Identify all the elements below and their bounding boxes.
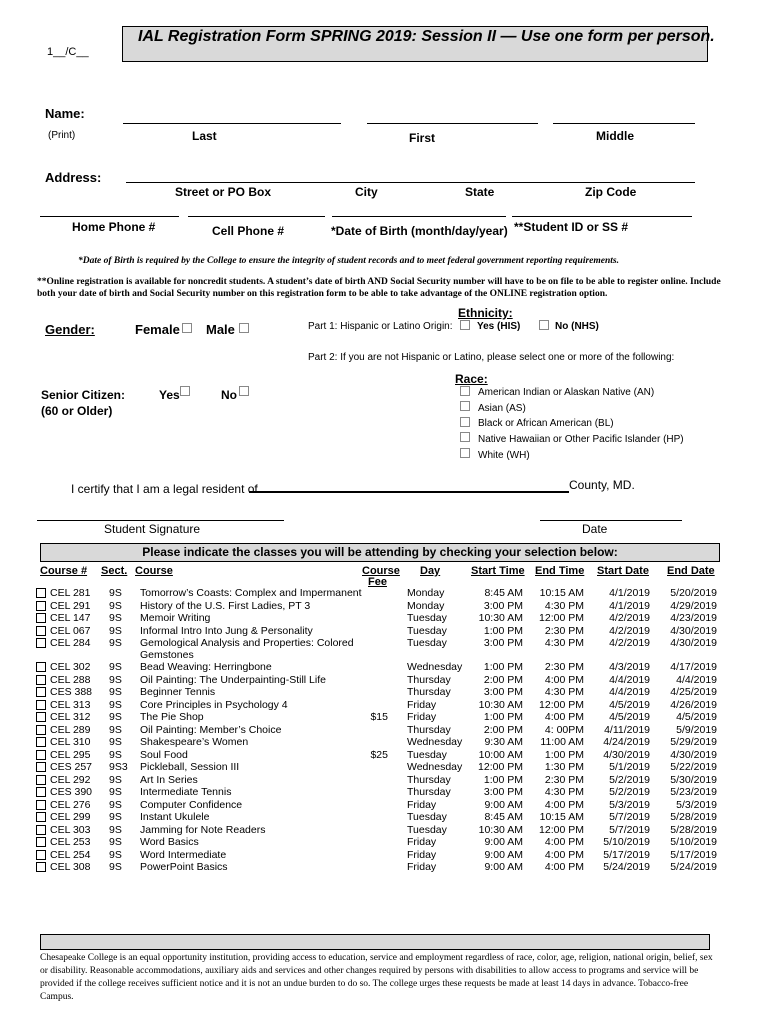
course-day: Tuesday — [407, 748, 447, 761]
course-checkbox[interactable] — [36, 762, 46, 772]
cell-phone-label: Cell Phone # — [212, 224, 285, 238]
course-start-date: 5/24/2019 — [603, 861, 650, 873]
course-title: Oil Painting: Member’s Choice — [140, 723, 282, 736]
course-title: Word Basics — [140, 836, 199, 848]
course-start-date: 5/10/2019 — [603, 836, 650, 848]
course-day: Wednesday — [407, 736, 463, 748]
course-day: Monday — [407, 599, 445, 612]
course-end-date: 4/4/2019 — [676, 673, 717, 686]
hispanic-no-label: No (NHS) — [555, 321, 599, 332]
course-num: CEL 308 — [50, 861, 91, 873]
course-title: Informal Intro Into Jung & Personality — [140, 624, 313, 637]
course-title: PowerPoint Basics — [140, 861, 228, 873]
course-start-date: 4/11/2019 — [604, 723, 650, 736]
date-label: Date — [582, 522, 608, 536]
course-start-date: 5/17/2019 — [603, 848, 650, 861]
course-sect: 9S — [109, 711, 122, 723]
course-checkbox[interactable] — [36, 588, 46, 598]
course-num: CEL 303 — [50, 823, 91, 836]
course-start-time: 2:00 PM — [483, 723, 523, 736]
course-day: Thursday — [407, 686, 451, 698]
course-end-time: 11:00 AM — [540, 736, 584, 748]
course-sect: 9S — [109, 612, 122, 624]
header-fee: Course — [362, 565, 400, 577]
table-row — [36, 661, 726, 673]
course-sect: 9S — [109, 773, 122, 786]
header-end-time: End Time — [535, 565, 585, 577]
course-day: Tuesday — [407, 612, 447, 624]
race-option-as: Asian (AS) — [478, 403, 526, 414]
course-num: CEL 276 — [50, 798, 91, 811]
name-label: Name: — [45, 106, 85, 121]
class-banner-text: Please indicate the classes you will be attending by checking your selection below: — [142, 545, 618, 559]
race-checkbox[interactable] — [460, 432, 470, 442]
course-title: Soul Food — [140, 748, 188, 761]
course-title: Art In Series — [140, 773, 198, 786]
course-num: CEL 254 — [50, 848, 91, 861]
table-row — [36, 836, 726, 848]
course-start-time: 2:00 PM — [483, 673, 523, 686]
course-start-time: 3:00 PM — [483, 686, 523, 698]
course-num: CEL 312 — [50, 711, 91, 723]
senior-no-checkbox[interactable] — [239, 386, 249, 396]
senior-sub: (60 or Older) — [41, 404, 113, 418]
first-label: First — [409, 131, 436, 145]
address-field[interactable] — [126, 182, 695, 183]
header-course-num: Course # — [40, 565, 88, 577]
course-end-time: 4:30 PM — [544, 637, 584, 649]
course-sect: 9S — [109, 661, 122, 673]
header-start-date: Start Date — [597, 565, 649, 577]
course-title: Pickleball, Session III — [140, 761, 240, 773]
course-end-date: 4/30/2019 — [670, 748, 717, 761]
gender-label: Gender: — [45, 322, 95, 337]
course-end-date: 4/26/2019 — [670, 698, 717, 711]
course-title: Memoir Writing — [140, 612, 211, 624]
table-row — [36, 625, 726, 637]
header-fee-2: Fee — [368, 576, 387, 588]
table-row — [36, 761, 726, 773]
course-sect: 9S — [109, 624, 122, 637]
course-start-time: 1:00 PM — [483, 711, 523, 723]
course-end-time: 2:30 PM — [544, 624, 584, 637]
race-checkbox[interactable] — [460, 448, 470, 458]
course-sect: 9S — [109, 836, 122, 848]
course-start-time: 3:00 PM — [483, 599, 523, 612]
county-label: County, MD. — [569, 478, 635, 492]
course-checkbox[interactable] — [36, 787, 46, 797]
course-num: CEL 288 — [50, 673, 91, 686]
course-title: The Pie Shop — [140, 711, 204, 723]
form-title: IAL Registration Form SPRING 2019: Session II — Use one form per person. — [138, 28, 715, 45]
course-title: Computer Confidence — [140, 798, 243, 811]
last-label: Last — [192, 129, 217, 143]
course-num: CEL 302 — [50, 661, 91, 673]
race-checkbox[interactable] — [460, 417, 470, 427]
course-start-date: 5/3/2019 — [609, 798, 650, 811]
course-day: Tuesday — [407, 811, 447, 823]
course-day: Thursday — [407, 786, 451, 798]
course-day: Tuesday — [407, 823, 447, 836]
course-start-date: 4/4/2019 — [609, 686, 650, 698]
course-start-date: 5/7/2019 — [609, 823, 650, 836]
course-title: Instant Ukulele — [140, 811, 210, 823]
senior-yes-label: Yes — [159, 388, 180, 402]
course-num: CEL 295 — [50, 748, 91, 761]
course-sect: 9S — [109, 748, 122, 761]
table-row — [36, 600, 726, 612]
course-start-time: 9:00 AM — [484, 848, 523, 861]
course-start-date: 4/2/2019 — [609, 624, 650, 637]
course-end-date: 5/10/2019 — [670, 836, 717, 848]
race-option-bl: Black or African American (BL) — [478, 418, 614, 429]
course-end-date: 5/28/2019 — [670, 823, 717, 836]
table-row — [36, 587, 726, 599]
course-end-time: 2:30 PM — [544, 773, 584, 786]
course-end-time: 12:00 PM — [539, 612, 584, 624]
cell-phone-field[interactable] — [188, 216, 325, 217]
course-day: Friday — [407, 698, 437, 711]
course-checkbox[interactable] — [36, 837, 46, 847]
course-start-date: 4/1/2019 — [609, 587, 650, 599]
course-end-date: 5/29/2019 — [670, 736, 717, 748]
course-num: CES 388 — [50, 686, 93, 698]
course-start-time: 3:00 PM — [483, 786, 523, 798]
ethnicity-heading: Ethnicity: — [458, 306, 513, 320]
course-start-date: 4/2/2019 — [609, 612, 650, 624]
course-start-date: 4/1/2019 — [609, 599, 650, 612]
header-course: Course — [135, 565, 173, 577]
course-day: Friday — [407, 861, 437, 873]
course-end-time: 1:30 PM — [544, 761, 584, 773]
course-fee: $25 — [370, 748, 388, 761]
state-label: State — [465, 185, 495, 199]
online-note: **Online registration is available for noncredit students. A student’s date of birth AND Social Security number will have to be on file to be able to register online. Include both your date of birth and Social Security number on this registration form to be able to take advantage of the ONLINE registration option. — [37, 277, 721, 299]
header-sect: Sect. — [101, 565, 128, 577]
table-row — [36, 674, 726, 686]
course-day: Monday — [407, 587, 445, 599]
county-field[interactable] — [249, 491, 569, 493]
table-row — [36, 811, 726, 823]
course-num: CEL 284 — [50, 637, 91, 649]
race-checkbox[interactable] — [460, 386, 470, 396]
course-title: Bead Weaving: Herringbone — [140, 661, 272, 673]
ethnicity-part1: Part 1: Hispanic or Latino Origin: — [308, 321, 453, 332]
first-name-field[interactable] — [367, 123, 538, 124]
course-start-time: 10:30 AM — [478, 612, 523, 624]
course-title-line2: Gemstones — [140, 649, 194, 661]
last-name-field[interactable] — [123, 123, 341, 124]
course-checkbox[interactable] — [36, 712, 46, 722]
course-sect: 9S — [109, 811, 122, 823]
race-heading: Race: — [455, 372, 488, 386]
course-end-time: 12:00 PM — [539, 698, 584, 711]
bottom-bar — [40, 934, 710, 950]
dob-note: *Date of Birth is required by the College to ensure the integrity of student records and to meet federal government reporting requirements. — [78, 256, 619, 266]
course-start-date: 4/5/2019 — [609, 698, 650, 711]
course-title: Tomorrow’s Coasts: Complex and Impermanent — [140, 587, 362, 599]
footer-text: Chesapeake College is an equal opportunity institution, providing access to education, service and employment regardless of race, color, age, religion, national origin, belief, sex or disability. Reasonable accommodations, auxiliary aids and services and other changes required by persons with disabilities to allow access to programs and service will be provided if the college receives sufficient notice and it is not an undue burden to do so. The college urges these requests be made at least 14 days in advance. Tobacco-free Campus. — [40, 953, 713, 1002]
course-fee: $15 — [370, 711, 388, 723]
course-checkbox[interactable] — [36, 825, 46, 835]
course-num: CEL 292 — [50, 773, 91, 786]
course-checkbox[interactable] — [36, 800, 46, 810]
course-sect: 9S — [109, 823, 122, 836]
course-checkbox[interactable] — [36, 725, 46, 735]
ethnicity-part2: Part 2: If you are not Hispanic or Latino, please select one or more of the following: — [308, 352, 675, 363]
course-start-date: 4/2/2019 — [609, 637, 650, 649]
address-label: Address: — [45, 170, 102, 185]
middle-name-field[interactable] — [553, 123, 695, 124]
course-start-date: 4/5/2019 — [609, 711, 650, 723]
race-option-hp: Native Hawaiian or Other Pacific Islander (HP) — [478, 434, 684, 445]
table-row — [36, 774, 726, 786]
course-end-time: 4:00 PM — [544, 861, 584, 873]
course-end-time: 1:00 PM — [544, 748, 584, 761]
table-row — [36, 799, 726, 811]
course-title: History of the U.S. First Ladies, PT 3 — [140, 599, 311, 612]
course-num: CEL 313 — [50, 698, 91, 711]
course-day: Tuesday — [407, 624, 447, 637]
course-checkbox[interactable] — [36, 775, 46, 785]
course-start-time: 9:00 AM — [484, 861, 523, 873]
course-start-date: 4/24/2019 — [603, 736, 650, 748]
course-checkbox[interactable] — [36, 862, 46, 872]
course-day: Thursday — [407, 673, 451, 686]
course-num: CEL 281 — [50, 587, 91, 599]
course-end-date: 4/23/2019 — [670, 612, 717, 624]
course-end-date: 5/28/2019 — [670, 811, 717, 823]
senior-no-label: No — [221, 388, 237, 402]
course-end-time: 4:30 PM — [544, 599, 584, 612]
course-day: Friday — [407, 836, 437, 848]
course-end-time: 12:00 PM — [539, 823, 584, 836]
table-row — [36, 861, 726, 873]
course-start-date: 5/2/2019 — [609, 786, 650, 798]
course-checkbox[interactable] — [36, 613, 46, 623]
course-start-time: 1:00 PM — [483, 661, 523, 673]
course-end-date: 5/24/2019 — [670, 861, 717, 873]
city-label: City — [355, 185, 378, 199]
course-end-time: 4:00 PM — [544, 836, 584, 848]
course-checkbox[interactable] — [36, 812, 46, 822]
course-title: Shakespeare’s Women — [140, 736, 249, 748]
course-end-date: 4/17/2019 — [670, 661, 717, 673]
course-checkbox[interactable] — [36, 737, 46, 747]
course-checkbox[interactable] — [36, 601, 46, 611]
course-sect: 9S — [109, 786, 122, 798]
course-sect: 9S — [109, 587, 122, 599]
table-row — [36, 736, 726, 748]
course-num: CES 257 — [50, 761, 93, 773]
course-title: Gemological Analysis and Properties: Colored — [140, 637, 354, 649]
course-sect: 9S — [109, 848, 122, 861]
course-num: CEL 067 — [50, 624, 91, 637]
header-day: Day — [420, 565, 441, 577]
table-row — [36, 849, 726, 861]
dob-field[interactable] — [332, 216, 506, 217]
street-label: Street or PO Box — [175, 185, 272, 199]
course-checkbox[interactable] — [36, 700, 46, 710]
course-end-date: 5/23/2019 — [670, 786, 717, 798]
header-start-time: Start Time — [471, 565, 525, 577]
course-title: Oil Painting: The Underpainting-Still Life — [140, 673, 326, 686]
course-checkbox[interactable] — [36, 687, 46, 697]
student-id-field[interactable] — [512, 216, 692, 217]
course-sect: 9S — [109, 673, 122, 686]
print-note: (Print) — [48, 130, 76, 141]
course-start-date: 5/1/2019 — [609, 761, 650, 773]
course-start-time: 3:00 PM — [483, 637, 523, 649]
home-phone-label: Home Phone # — [72, 220, 156, 234]
course-start-time: 10:00 AM — [478, 748, 523, 761]
course-day: Friday — [407, 711, 437, 723]
header-end-date: End Date — [667, 565, 715, 577]
course-num: CEL 289 — [50, 723, 91, 736]
signature-label: Student Signature — [104, 522, 201, 536]
course-end-date: 5/20/2019 — [670, 587, 717, 599]
course-title: Jamming for Note Readers — [140, 823, 266, 836]
signature-field[interactable] — [37, 520, 284, 521]
course-day: Tuesday — [407, 637, 447, 649]
course-end-date: 4/29/2019 — [670, 599, 717, 612]
course-start-date: 4/4/2019 — [609, 673, 650, 686]
course-num: CEL 299 — [50, 811, 91, 823]
race-option-an: American Indian or Alaskan Native (AN) — [478, 387, 655, 398]
course-end-date: 4/30/2019 — [670, 624, 717, 637]
course-num: CES 390 — [50, 786, 93, 798]
course-start-date: 4/30/2019 — [603, 748, 650, 761]
course-checkbox[interactable] — [36, 750, 46, 760]
table-row — [36, 724, 726, 736]
course-title: Beginner Tennis — [140, 686, 216, 698]
senior-label: Senior Citizen: — [41, 388, 126, 402]
course-start-time: 1:00 PM — [483, 773, 523, 786]
course-end-date: 5/9/2019 — [676, 723, 717, 736]
hispanic-yes-checkbox[interactable] — [460, 320, 470, 330]
course-day: Thursday — [407, 723, 451, 736]
course-end-time: 4:30 PM — [544, 686, 584, 698]
course-sect: 9S — [109, 686, 122, 698]
dob-label: *Date of Birth (month/day/year) — [331, 224, 508, 238]
course-sect: 9S — [109, 599, 122, 612]
course-start-date: 5/2/2019 — [609, 773, 650, 786]
course-checkbox[interactable] — [36, 850, 46, 860]
course-start-date: 4/3/2019 — [609, 661, 650, 673]
hispanic-yes-label: Yes (HIS) — [477, 321, 521, 332]
course-start-time: 9:30 AM — [484, 736, 523, 748]
course-sect: 9S — [109, 723, 122, 736]
course-checkbox[interactable] — [36, 662, 46, 672]
table-row — [36, 637, 726, 661]
course-sect: 9S — [109, 637, 122, 649]
course-end-time: 10:15 AM — [539, 811, 584, 823]
race-option-wh: White (WH) — [478, 450, 530, 461]
table-row — [36, 786, 726, 798]
course-day: Wednesday — [407, 761, 463, 773]
course-start-time: 9:00 AM — [484, 836, 523, 848]
course-title: Intermediate Tennis — [140, 786, 232, 798]
course-start-time: 8:45 AM — [484, 811, 523, 823]
course-end-date: 5/17/2019 — [670, 848, 717, 861]
course-end-date: 4/30/2019 — [670, 637, 717, 649]
course-day: Thursday — [407, 773, 451, 786]
table-row — [36, 711, 726, 723]
course-end-date: 4/5/2019 — [676, 711, 717, 723]
course-end-time: 4: 00PM — [544, 723, 584, 736]
course-sect: 9S — [109, 736, 122, 748]
form-code: 1__/C__ — [47, 46, 89, 58]
certify-text: I certify that I am a legal resident of — [71, 482, 258, 496]
hispanic-no-checkbox[interactable] — [539, 320, 549, 330]
table-row — [36, 612, 726, 624]
table-row — [36, 699, 726, 711]
course-sect: 9S — [109, 798, 122, 811]
course-start-time: 8:45 AM — [484, 587, 523, 599]
course-num: CEL 310 — [50, 736, 91, 748]
course-sect: 9S — [109, 861, 122, 873]
course-day: Friday — [407, 848, 437, 861]
course-num: CEL 291 — [50, 599, 91, 612]
table-row — [36, 824, 726, 836]
course-start-time: 10:30 AM — [478, 823, 523, 836]
course-end-time: 2:30 PM — [544, 661, 584, 673]
course-end-time: 4:00 PM — [544, 673, 584, 686]
course-title: Word Intermediate — [140, 848, 227, 861]
male-label: Male — [206, 322, 235, 337]
course-num: CEL 147 — [50, 612, 91, 624]
course-checkbox[interactable] — [36, 638, 46, 648]
course-end-date: 4/25/2019 — [670, 686, 717, 698]
course-end-time: 4:00 PM — [544, 711, 584, 723]
student-id-label: **Student ID or SS # — [514, 220, 629, 234]
course-sect: 9S — [109, 698, 122, 711]
course-sect: 9S3 — [109, 761, 128, 773]
course-checkbox[interactable] — [36, 626, 46, 636]
female-checkbox[interactable] — [182, 323, 192, 333]
senior-yes-checkbox[interactable] — [180, 386, 190, 396]
date-field[interactable] — [540, 520, 682, 521]
course-end-date: 5/30/2019 — [670, 773, 717, 786]
course-start-time: 10:30 AM — [478, 698, 523, 711]
course-day: Friday — [407, 798, 437, 811]
female-label: Female — [135, 322, 180, 337]
course-day: Wednesday — [407, 661, 463, 673]
course-end-date: 5/22/2019 — [670, 761, 717, 773]
course-start-time: 9:00 AM — [484, 798, 523, 811]
race-checkbox[interactable] — [460, 401, 470, 411]
male-checkbox[interactable] — [239, 323, 249, 333]
course-end-date: 5/3/2019 — [676, 798, 717, 811]
course-start-date: 5/7/2019 — [609, 811, 650, 823]
course-end-time: 10:15 AM — [539, 587, 584, 599]
course-checkbox[interactable] — [36, 675, 46, 685]
zip-label: Zip Code — [585, 185, 637, 199]
course-end-time: 4:00 PM — [544, 798, 584, 811]
home-phone-field[interactable] — [40, 216, 179, 217]
table-row — [36, 749, 726, 761]
course-start-time: 12:00 PM — [478, 761, 523, 773]
course-start-time: 1:00 PM — [483, 624, 523, 637]
course-end-time: 4:00 PM — [544, 848, 584, 861]
middle-label: Middle — [596, 129, 634, 143]
course-num: CEL 253 — [50, 836, 91, 848]
table-row — [36, 686, 726, 698]
course-title: Core Principles in Psychology 4 — [140, 698, 288, 711]
course-end-time: 4:30 PM — [544, 786, 584, 798]
